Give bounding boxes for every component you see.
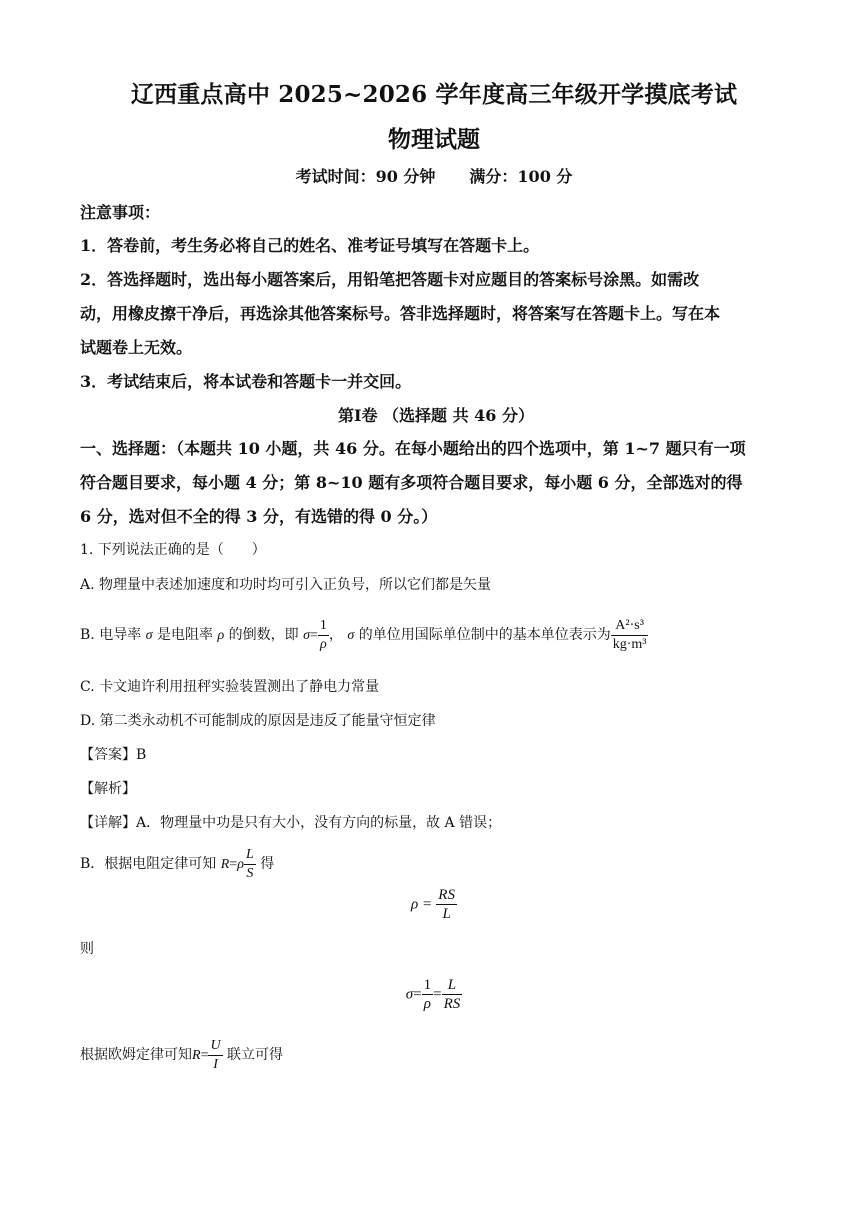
question-1-option-b: B. 电导率 σ 是电阻率 ρ 的倒数，即 σ= $\frac{1}{\rho}$ ， σ 的单位用国际单位制中的基本单位表示为 $\frac{\text{A²·s³}}{\text{kg·m³}}$ — [80, 617, 647, 652]
notice-item-3: 3．考试结束后，将本试卷和答题卡一并交回。 — [80, 372, 412, 391]
exam-score: 满分：100 分 — [469, 167, 573, 186]
notice-item-1: 1．答卷前，考生务必将自己的姓名、准考证号填写在答题卡上。 — [80, 236, 540, 255]
notice-item-2-line-3: 试题卷上无效。 — [80, 338, 193, 357]
exam-title: 辽西重点高中 2025~2026 学年度高三年级开学摸底考试 — [130, 81, 738, 108]
question-1-option-d: D. 第二类永动机不可能制成的原因是违反了能量守恒定律 — [80, 713, 436, 729]
question-1-option-a: A. 物理量中表述加速度和功时均可引入正负号，所以它们都是矢量 — [80, 577, 492, 593]
unit-fraction: $\frac{\text{A²·s³}}{\text{kg·m³}}$ — [612, 617, 647, 652]
question-1-option-c: C. 卡文迪许利用扭秤实验装置测出了静电力常量 — [80, 679, 380, 695]
question-1-analysis-label: 【解析】 — [80, 781, 136, 797]
exam-subtitle: 物理试题 — [388, 126, 480, 153]
formula-sigma: σ= $\frac{1}{\rho}$ = $\frac{L}{RS}$ — [405, 977, 461, 1012]
notice-heading: 注意事项： — [80, 203, 161, 222]
ohm-law-line: 根据欧姆定律可知R= $\frac{U}{I}$ 联立可得 — [80, 1037, 284, 1072]
notice-item-2-line-2: 动，用橡皮擦干净后，再选涂其他答案标号。答非选择题时，将答案写在答题卡上。写在本 — [80, 304, 721, 323]
fraction-one-over-rho: $\frac{1}{\rho}$ — [319, 617, 327, 652]
section-intro-line-1: 一、选择题：（本题共 10 小题，共 46 分。在每小题给出的四个选项中，第 1~7 题只有一项 — [80, 439, 746, 458]
exam-time: 考试时间：90 分钟 — [295, 167, 436, 186]
question-1-stem: 1. 下列说法正确的是（ ） — [80, 542, 266, 558]
question-1-answer: 【答案】B — [80, 747, 147, 763]
fraction-l-over-s: $\frac{L}{S}$ — [245, 846, 254, 881]
question-1-detail-b: B．根据电阻定律可知 R=ρ $\frac{L}{S}$ 得 — [80, 846, 275, 881]
section-heading: 第Ⅰ卷 （选择题 共 46 分） — [337, 406, 535, 425]
section-intro-line-2: 符合题目要求，每小题 4 分；第 8~10 题有多项符合题目要求，每小题 6 分，全部选对的得 — [80, 473, 743, 492]
exam-info — [0, 164, 868, 187]
formula-rho: ρ = $\frac{RS}{L}$ — [411, 887, 455, 922]
question-1-detail-a: 【详解】A．物理量中功是只有大小，没有方向的标量，故 A 错误； — [80, 815, 502, 831]
fraction-u-over-i: $\frac{U}{I}$ — [210, 1037, 221, 1072]
section-intro-line-3: 6 分，选对但不全的得 3 分，有选错的得 0 分。） — [80, 507, 438, 526]
notice-item-2-line-1: 2．答选择题时，选出每小题答案后，用铅笔把答题卡对应题目的答案标号涂黑。如需改 — [80, 270, 700, 289]
then-label: 则 — [80, 941, 94, 957]
